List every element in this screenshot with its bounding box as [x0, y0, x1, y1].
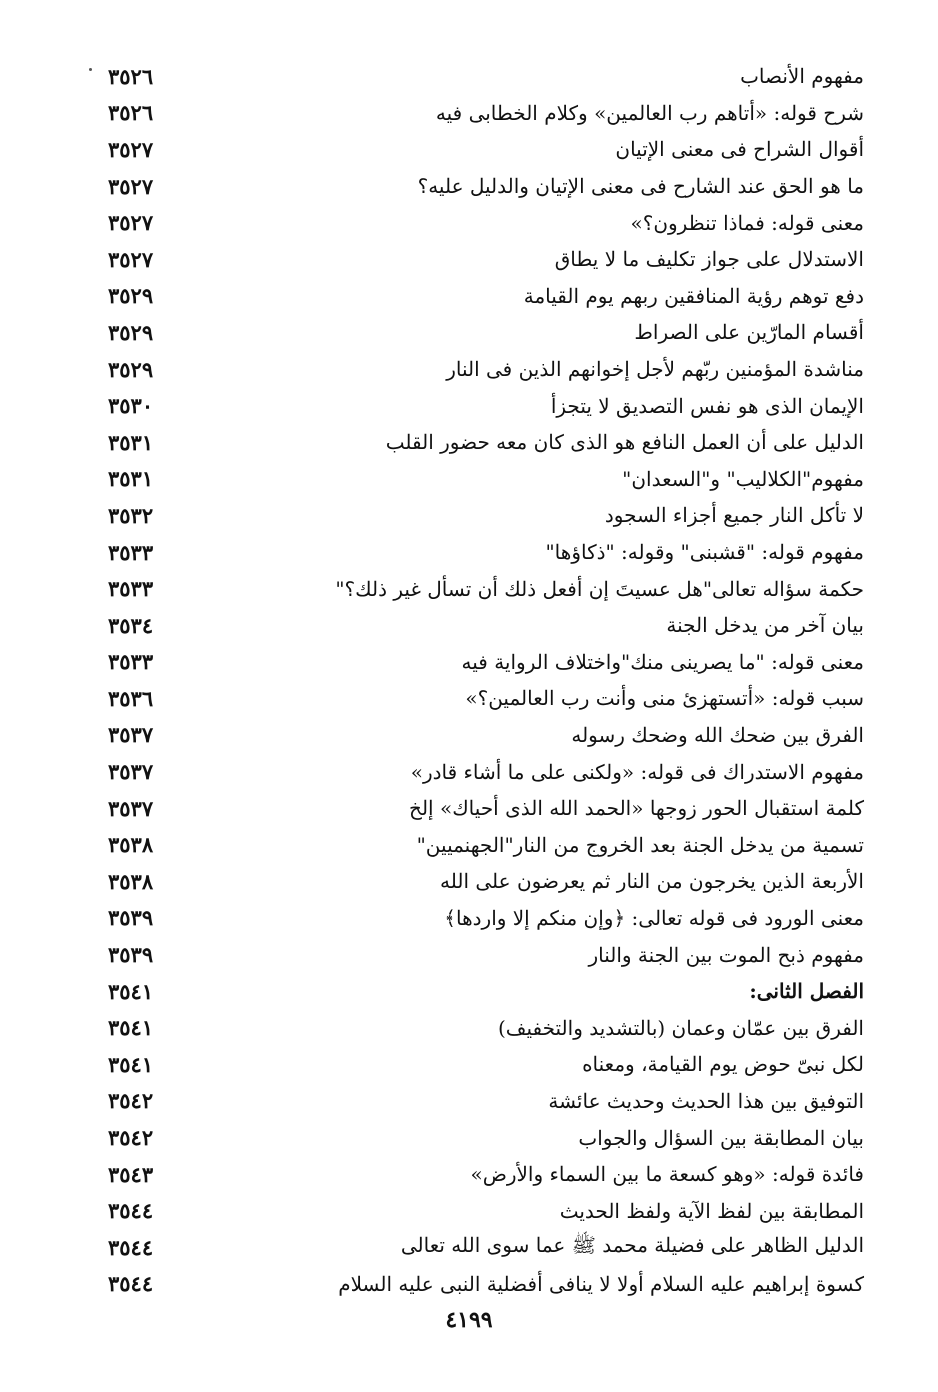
entry-page-number: ٣٥٤٤: [108, 1234, 154, 1260]
entry-page-number: ٣٥٢٦: [108, 100, 154, 126]
entry-topic: كلمة استقبال الحور زوجها «الحمد الله الذى أحياك» إلخ: [409, 796, 864, 821]
index-entry: [100, 534, 864, 571]
entry-topic: دفع توهم رؤية المنافقين ربهم يوم القيامة: [523, 283, 864, 308]
entry-page-number: ٣٥٣٨: [108, 832, 154, 858]
entry-topic: الأربعة الذين يخرجون من النار ثم يعرضون على الله: [440, 869, 864, 894]
index-entry: [100, 461, 864, 498]
entry-page-number: ٣٥٣٣: [108, 576, 154, 602]
entry-page-number: ٣٥٢٦: [108, 63, 154, 89]
index-entry: [100, 131, 864, 168]
entry-topic: سبب قوله: «أتستهزئ منى وأنت رب العالمين؟»: [465, 686, 864, 711]
entry-topic: حكمة سؤاله تعالى"هل عسيتَ إن أفعل ذلك أن تسأل غير ذلك؟": [335, 576, 864, 601]
index-entry: [100, 1046, 864, 1083]
entry-page-number: ٣٥٣٩: [108, 905, 154, 931]
index-entry: [100, 570, 864, 607]
entry-page-number: ٣٥٣٧: [108, 722, 154, 748]
index-entry: [100, 241, 864, 278]
entry-topic: لا تأكل النار جميع أجزاء السجود: [604, 503, 864, 528]
index-entry: [100, 1083, 864, 1120]
index-entry: [100, 644, 864, 681]
index-entry: [100, 1009, 864, 1046]
entry-topic: لكل نبىّ حوض يوم القيامة، ومعناه: [582, 1052, 864, 1077]
index-entry: [100, 497, 864, 534]
entry-page-number: ٣٥٣٣: [108, 649, 154, 675]
index-entry: [100, 1266, 864, 1303]
entry-page-number: ٣٥٢٩: [108, 319, 154, 345]
entry-page-number: ٣٥٣٧: [108, 759, 154, 785]
entry-page-number: ٣٥٣٠: [108, 393, 154, 419]
index-entry: [100, 351, 864, 388]
entry-topic: أقسام المارّين على الصراط: [634, 320, 864, 345]
entry-topic: مفهوم الأنصاب: [740, 64, 864, 89]
index-entry: [100, 387, 864, 424]
entry-topic: مفهوم قوله: "قشبنى" وقوله: "ذكاؤها": [545, 540, 864, 565]
index-entry: [100, 680, 864, 717]
entry-page-number: ٣٥٤١: [108, 1051, 154, 1077]
entry-page-number: ٣٥٣٤: [108, 612, 154, 638]
entry-topic: الدليل الظاهر على فضيلة محمد ﷺ عما سوى الله تعالى: [400, 1232, 864, 1257]
entry-page-number: ٣٥٤٤: [108, 1271, 154, 1297]
index-entry: [100, 204, 864, 241]
entry-page-number: ٣٥٢٧: [108, 210, 154, 236]
index-entry: [100, 717, 864, 754]
entry-topic: الإيمان الذى هو نفس التصديق لا يتجزأ: [550, 393, 864, 418]
entry-topic: ما هو الحق عند الشارح فى معنى الإتيان والدليل عليه؟: [417, 174, 864, 199]
entry-page-number: ٣٥٣٦: [108, 685, 154, 711]
entry-topic: شرح قوله: «أتاهم رب العالمين» وكلام الخطابى فيه: [435, 100, 864, 125]
margin-dot: [89, 68, 92, 71]
index-entry: [100, 863, 864, 900]
entry-page-number: ٣٥٣٧: [108, 795, 154, 821]
index-entry: [100, 1119, 864, 1156]
entry-page-number: ٣٥٣٢: [108, 502, 154, 528]
entry-page-number: ٣٥٤٤: [108, 1198, 154, 1224]
entry-page-number: ٣٥٤١: [108, 978, 154, 1004]
entry-topic: أقوال الشراح فى معنى الإتيان: [615, 137, 864, 162]
entry-topic: بيان آخر من يدخل الجنة: [666, 613, 864, 638]
entry-page-number: ٣٥٤٢: [108, 1125, 154, 1151]
entry-topic: التوفيق بين هذا الحديث وحديث عائشة: [548, 1088, 864, 1113]
index-entry: [100, 95, 864, 132]
entry-page-number: ٣٥٤٣: [108, 1161, 154, 1187]
index-entry: [100, 826, 864, 863]
index-entry: [100, 314, 864, 351]
entry-topic: بيان المطابقة بين السؤال والجواب: [578, 1125, 864, 1150]
entry-page-number: ٣٥٢٧: [108, 136, 154, 162]
index-entry: [100, 58, 864, 95]
entry-topic: معنى قوله: فماذا تنظرون؟»: [630, 210, 864, 235]
entry-topic: الفرق بين ضحك الله وضحك رسوله: [571, 722, 864, 747]
index-entry: [100, 168, 864, 205]
section-heading: الفصل الثانى:: [749, 979, 864, 1004]
entry-page-number: ٣٥٢٩: [108, 356, 154, 382]
index-entry: [100, 900, 864, 937]
entry-topic: الدليل على أن العمل النافع هو الذى كان معه حضور القلب: [385, 430, 864, 455]
entry-page-number: ٣٥٤١: [108, 1015, 154, 1041]
index-entry: [100, 607, 864, 644]
entry-topic: تسمية من يدخل الجنة بعد الخروج من النار"الجهنميين": [416, 832, 864, 857]
entry-page-number: ٣٥٣٨: [108, 868, 154, 894]
index-entry: [100, 973, 864, 1010]
entry-topic: معنى قوله: "ما يصرينى منك"واختلاف الرواية فيه: [461, 649, 864, 674]
entry-page-number: ٣٥٣٩: [108, 942, 154, 968]
entry-topic: معنى الورود فى قوله تعالى: ﴿وإن منكم إلا واردها﴾: [444, 905, 864, 930]
index-entry: [100, 278, 864, 315]
entry-topic: مفهوم ذبح الموت بين الجنة والنار: [588, 942, 864, 967]
entry-page-number: ٣٥٣١: [108, 429, 154, 455]
entry-topic: المطابقة بين لفظ الآية ولفظ الحديث: [559, 1198, 864, 1223]
entry-page-number: ٣٥٢٧: [108, 173, 154, 199]
entry-topic: الاستدلال على جواز تكليف ما لا يطاق: [554, 247, 864, 272]
page-number: ٤١٩٩: [445, 1307, 493, 1333]
index-entry: [100, 424, 864, 461]
index-entry: [100, 936, 864, 973]
entry-page-number: ٣٥٣١: [108, 466, 154, 492]
entry-page-number: ٣٥٣٣: [108, 539, 154, 565]
index-list: [100, 58, 864, 1302]
entry-topic: مفهوم"الكلاليب" و"السعدان": [622, 466, 864, 491]
index-entry: [100, 1192, 864, 1229]
entry-topic: فائدة قوله: «وهو كسعة ما بين السماء والأرض»: [470, 1162, 864, 1187]
entry-topic: الفرق بين عمّان وعمان (بالتشديد والتخفيف): [497, 1015, 864, 1040]
index-entry: [100, 1229, 864, 1266]
entry-topic: مناشدة المؤمنين ربّهم لأجل إخوانهم الذين فى النار: [446, 357, 864, 382]
entry-topic: كسوة إبراهيم عليه السلام أولا لا ينافى أفضلية النبى عليه السلام: [338, 1271, 864, 1296]
entry-topic: مفهوم الاستدراك فى قوله: «ولكنى على ما أشاء قادر»: [410, 759, 864, 784]
index-entry: [100, 1156, 864, 1193]
entry-page-number: ٣٥٢٩: [108, 283, 154, 309]
index-entry: [100, 753, 864, 790]
index-entry: [100, 790, 864, 827]
entry-page-number: ٣٥٤٢: [108, 1088, 154, 1114]
entry-page-number: ٣٥٢٧: [108, 246, 154, 272]
